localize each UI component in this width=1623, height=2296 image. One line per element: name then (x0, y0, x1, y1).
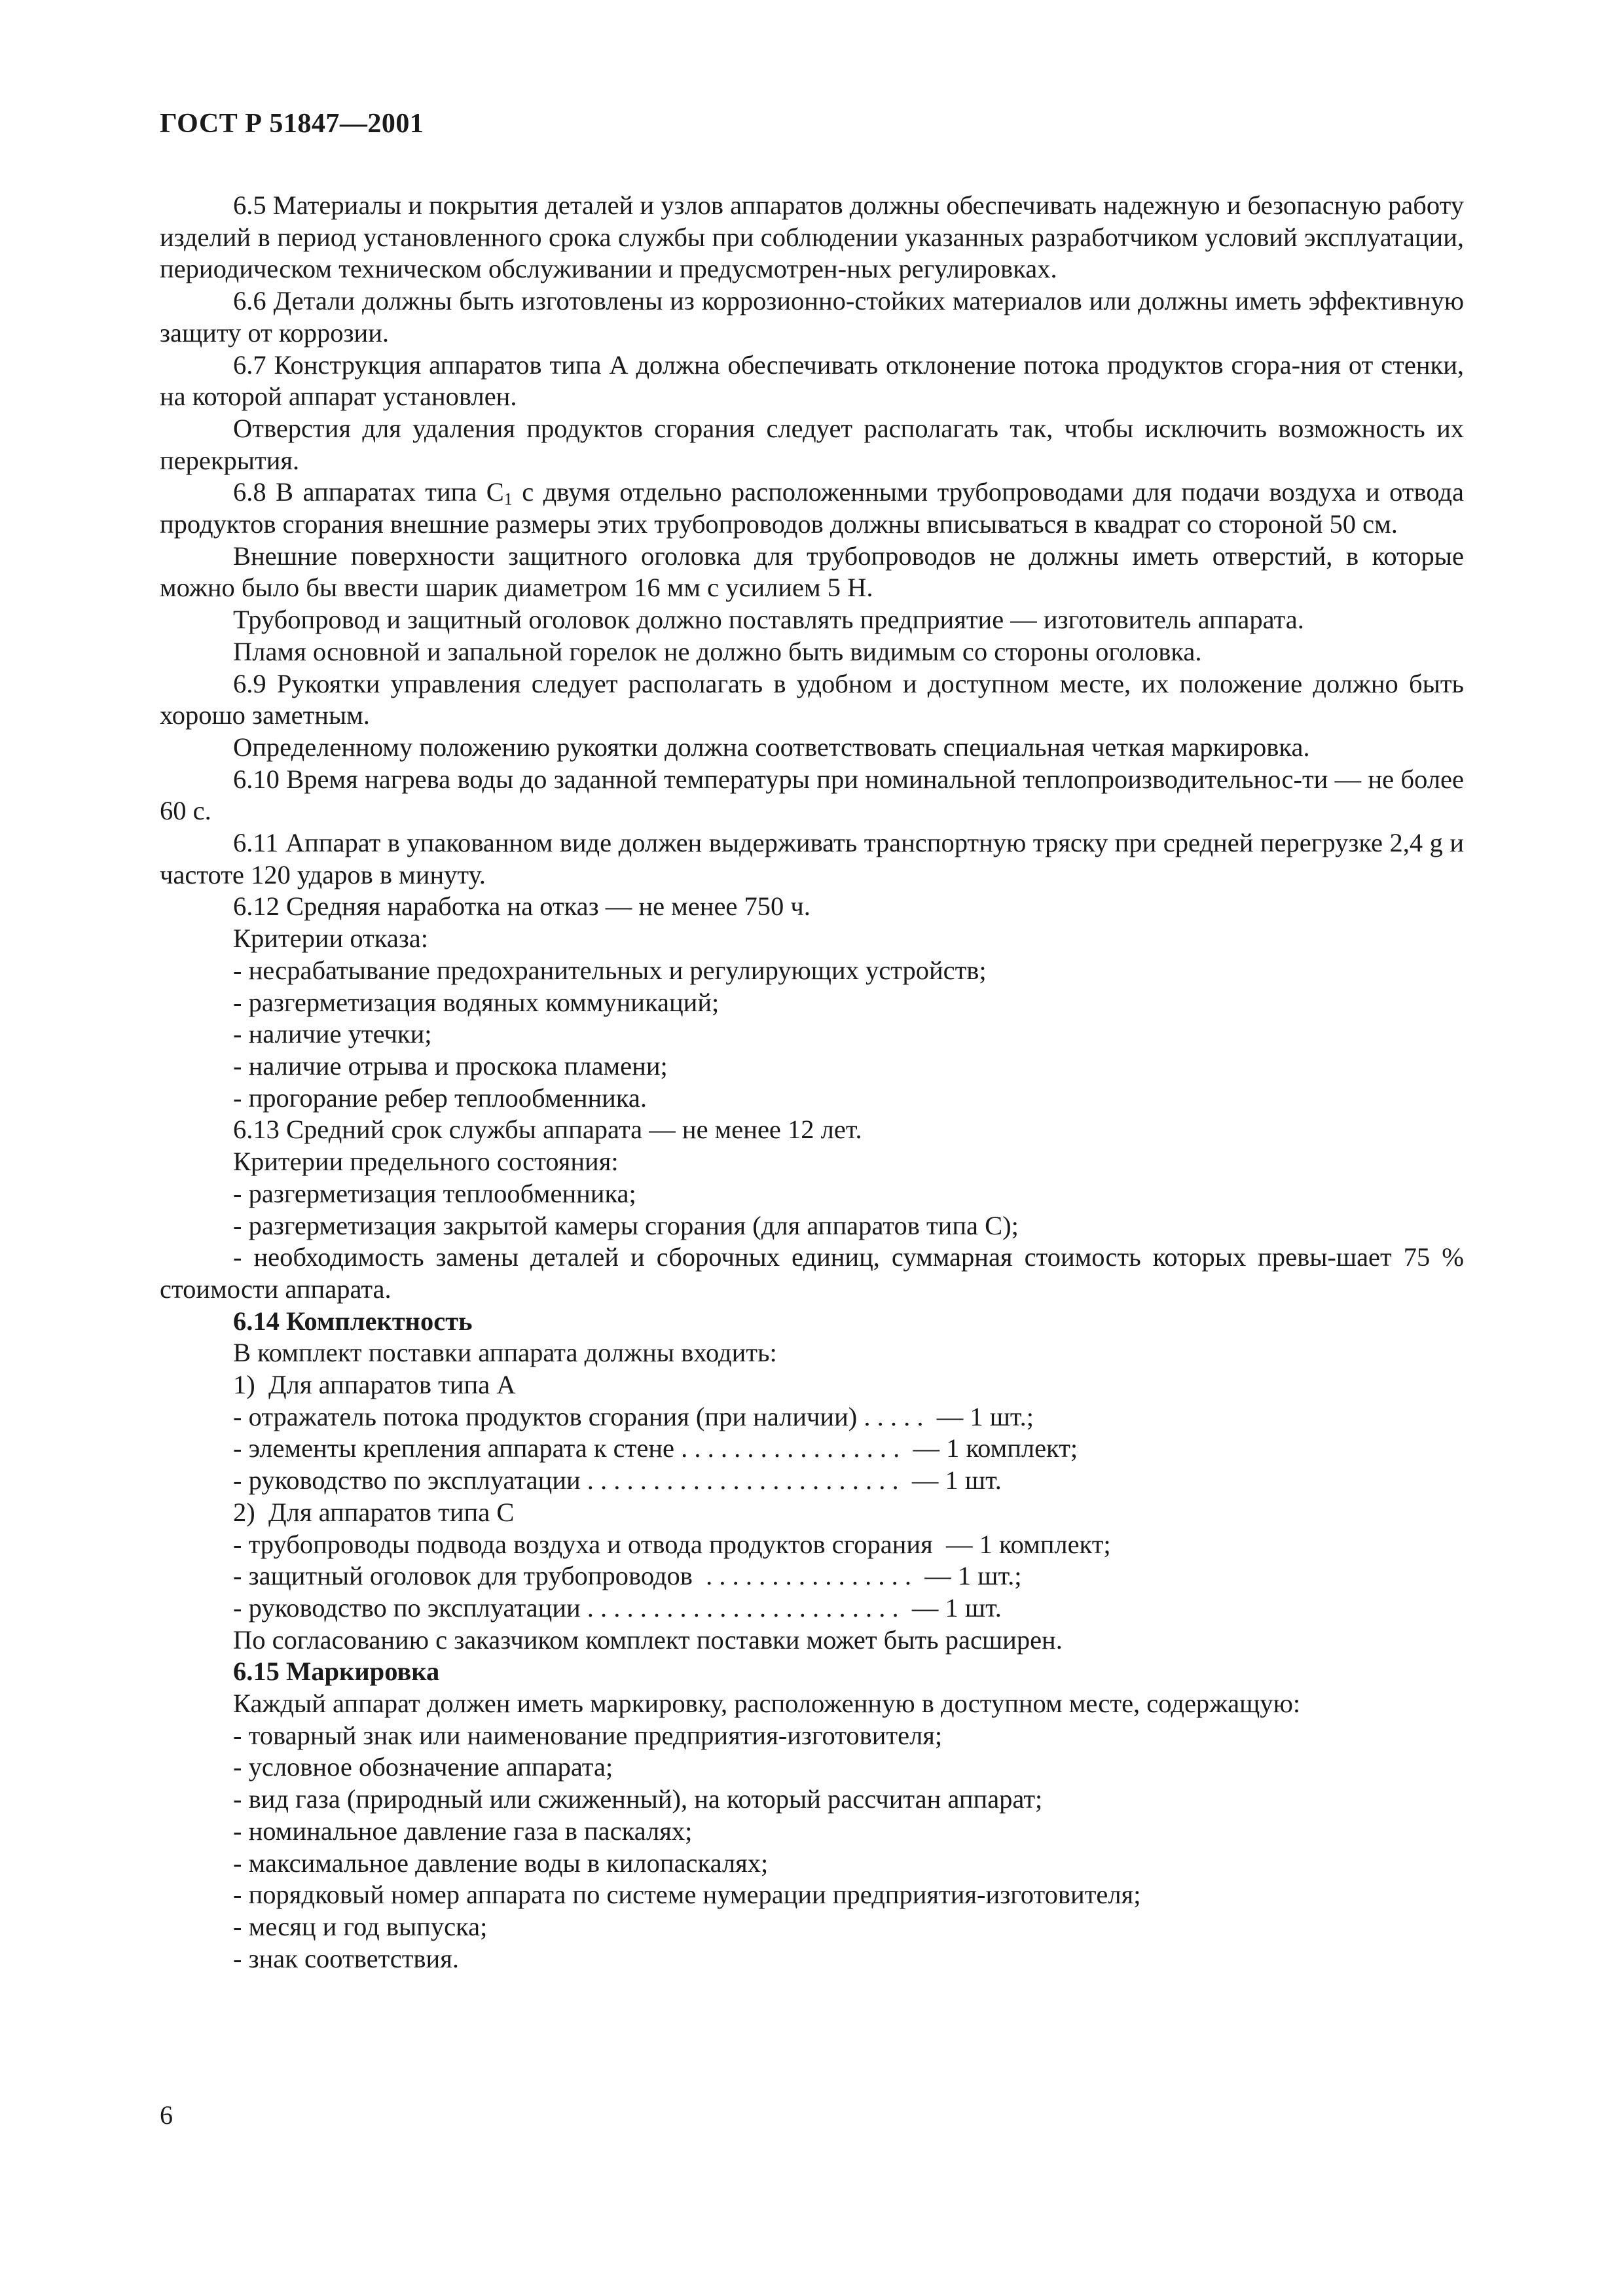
paragraph-6-8-subscript: 1 (503, 490, 513, 509)
list-item: - разгерметизация закрытой камеры сгорания (для аппаратов типа С); (233, 1210, 1019, 1240)
paragraph-6-8-lead: 6.8 В аппаратах типа С (233, 477, 504, 507)
list-item: - защитный оголовок для трубопроводов . . . . . . . . . . . . . . . . — 1 шт.; (233, 1561, 1022, 1591)
list-item: - номинальное давление газа в паскалях; (233, 1816, 693, 1846)
list-item: - месяц и год выпуска; (233, 1911, 488, 1941)
page-number: 6 (160, 2100, 173, 2130)
paragraph-6-9: 6.9 Рукоятки управления следует располагать в удобном и доступном месте, их положение должно быть хорошо заметным. (160, 668, 1464, 730)
section-heading-6-14: 6.14 Комплектность (233, 1306, 473, 1336)
list-item: - трубопроводы подвода воздуха и отвода продуктов сгорания — 1 комплект; (233, 1529, 1111, 1559)
list-item: - прогорание ребер теплообменника. (233, 1083, 647, 1113)
paragraph-6-12-criteria: Критерии отказа: (233, 924, 429, 954)
section-heading-6-15: 6.15 Маркировка (233, 1657, 440, 1687)
list-item: - элементы крепления аппарата к стене . . . . . . . . . . . . . . . . . — 1 комплект; (233, 1433, 1078, 1463)
paragraph-6-14-end: По согласованию с заказчиком комплект поставки может быть расширен. (233, 1624, 1063, 1655)
document-body (160, 190, 1464, 1975)
list-item: - наличие утечки; (233, 1019, 432, 1049)
paragraph-6-6: 6.6 Детали должны быть изготовлены из коррозионно-стойких материалов или должны иметь эффективную защиту от коррозии. (160, 286, 1464, 348)
paragraph-6-7: 6.7 Конструкция аппаратов типа А должна обеспечивать отклонение потока продуктов сгора-ния от стенки, на которой аппарат установлен. (160, 350, 1464, 412)
paragraph-6-10: 6.10 Время нагрева воды до заданной температуры при номинальной теплопроизводительнос-ти — не более 60 с. (160, 764, 1464, 826)
paragraph-6-8-supplier: Трубопровод и защитный оголовок должно поставлять предприятие — изготовитель аппарата. (233, 605, 1304, 635)
paragraph-6-9-marking: Определенному положению рукоятки должна соответствовать специальная четкая маркировка. (233, 732, 1310, 762)
paragraph-6-14-intro: В комплект поставки аппарата должны входить: (233, 1338, 777, 1368)
list-item: - руководство по эксплуатации . . . . . . . . . . . . . . . . . . . . . . . . — 1 шт. (233, 1465, 1002, 1496)
paragraph-6-11: 6.11 Аппарат в упакованном виде должен выдерживать транспортную тряску при средней перегрузке 2,4 g и частоте 120 ударов в минуту. (160, 828, 1464, 889)
list-item: - необходимость замены деталей и сборочных единиц, суммарная стоимость которых превы-шает 75 % стоимости аппарата. (160, 1242, 1464, 1304)
paragraph-6-14-type-c: 2) Для аппаратов типа С (233, 1497, 515, 1527)
paragraph-6-7-holes: Отверстия для удаления продуктов сгорания следует располагать так, чтобы исключить возможность их перекрытия. (160, 413, 1464, 475)
paragraph-6-13: 6.13 Средний срок службы аппарата — не менее 12 лет. (233, 1115, 862, 1145)
paragraph-6-8-flame: Пламя основной и запальной горелок не должно быть видимым со стороны оголовка. (233, 636, 1202, 666)
list-item: - порядковый номер аппарата по системе нумерации предприятия-изготовителя; (233, 1880, 1141, 1910)
list-item: - товарный знак или наименование предприятия-изготовителя; (233, 1720, 943, 1750)
paragraph-6-15-intro: Каждый аппарат должен иметь маркировку, расположенную в доступном месте, содержащую: (233, 1689, 1301, 1719)
list-item: - максимальное давление воды в килопаскалях; (233, 1848, 769, 1878)
paragraph-6-8-rest: с двумя отдельно расположенными трубопроводами для подачи воздуха и отвода продуктов сгорания внешние размеры этих трубопроводов должны вписываться в квадрат со стороной 50 см. (160, 477, 1464, 539)
paragraph-6-8-surfaces: Внешние поверхности защитного оголовка для трубопроводов не должны иметь отверстий, в которые можно было бы ввести шарик диаметром 16 мм с усилием 5 Н. (160, 541, 1464, 603)
list-item: - разгерметизация теплообменника; (233, 1178, 636, 1208)
paragraph-6-12: 6.12 Средняя наработка на отказ — не менее 750 ч. (233, 891, 811, 922)
paragraph-6-5: 6.5 Материалы и покрытия деталей и узлов аппаратов должны обеспечивать надежную и безопасную работу изделий в период установленного срока службы при соблюдении указанных разработчиком условий эксплуатации, периодическом техническом обслуживании и предусмотрен-ных регулировках. (160, 190, 1464, 284)
list-item: - вид газа (природный или сжиженный), на который рассчитан аппарат; (233, 1784, 1043, 1814)
list-item: - отражатель потока продуктов сгорания (при наличии) . . . . . — 1 шт.; (233, 1401, 1034, 1431)
paragraph-6-13-criteria: Критерии предельного состояния: (233, 1147, 619, 1177)
paragraph-6-8 (160, 476, 1464, 540)
document-header: ГОСТ Р 51847—2001 (160, 109, 424, 139)
list-item: - условное обозначение аппарата; (233, 1752, 613, 1782)
list-item: - руководство по эксплуатации . . . . . . . . . . . . . . . . . . . . . . . . — 1 шт. (233, 1592, 1002, 1623)
list-item: - разгерметизация водяных коммуникаций; (233, 987, 720, 1017)
paragraph-6-14-type-a: 1) Для аппаратов типа А (233, 1370, 516, 1400)
list-item: - несрабатывание предохранительных и регулирующих устройств; (233, 955, 987, 985)
list-item: - знак соответствия. (233, 1943, 459, 1973)
list-item: - наличие отрыва и проскока пламени; (233, 1050, 668, 1081)
